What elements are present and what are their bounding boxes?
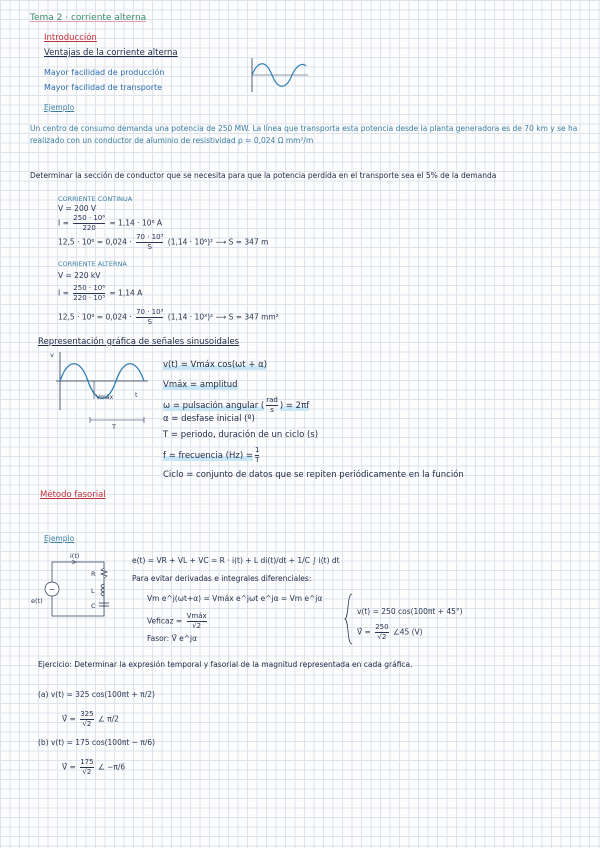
ventajas-heading: Ventajas de la corriente alterna (44, 48, 178, 58)
def-pulsacion: ω = pulsación angular ( $\frac{\text{rad}}{s}$ ) = 2πf (163, 396, 310, 414)
cc-voltage: V = 200 V (58, 204, 97, 213)
circuit-c-label: C (91, 602, 96, 610)
side-example-phasor: V⃗ = $\frac{250}{√2}$ ∠45 (V) (357, 623, 423, 641)
ca-voltage: V = 220 kV (58, 271, 101, 280)
ca-current-eq: I = $\frac{\text{250 · 10⁶}}{\text{220 · 10³}}$ = 1,14 A (58, 284, 143, 302)
brace (344, 593, 354, 645)
sinusoid-equation: v(t) = Vmáx cos(ωt + α) (163, 360, 268, 370)
ejercicio-b-eq: (b) v(t) = 175 cos(100πt − π/6) (38, 738, 156, 747)
grafica-heading: Representación gráfica de señales sinusoidales (38, 337, 240, 347)
ca-label: CORRIENTE ALTERNA (58, 260, 127, 268)
ejercicio-statement: Ejercicio: Determinar la expresión temporal y fasorial de la magnitud representada en cada gráfica. (38, 660, 413, 669)
def-desfase: α = desfase inicial (º) (163, 414, 255, 424)
def-periodo: T = periodo, duración de un ciclo (s) (163, 430, 319, 440)
cc-current-eq: I = $\frac{\text{250 · 10⁶}}{220}$ = 1,14 · 10⁶ A (58, 214, 163, 232)
rlc-circuit-diagram (38, 556, 118, 620)
def-amplitud: Vmáx = amplitud (163, 380, 238, 390)
kirchhoff-equation: e(t) = VR + VL + VC = R · i(t) + L di(t)/dt + 1/C ∫ i(t) dt (132, 556, 340, 565)
circuit-r-label: R (91, 570, 96, 578)
circuit-source-label: e(t) (31, 597, 43, 605)
eficaz-eq: Veficaz = $\frac{\text{Vmáx}}{√2}$ (147, 612, 207, 630)
ejercicio-b-phasor: V⃗ = $\frac{175}{√2}$ ∠ −π/6 (62, 758, 126, 776)
ejercicio-a-eq: (a) v(t) = 325 cos(100πt + π/2) (38, 690, 155, 699)
ca-power-eq: 12,5 · 10⁶ = 0,024 · $\frac{\text{70 · 10³}}{S}$ (1,14 · 10³)² ⟶ S = 347 mm² (58, 308, 279, 326)
svg-text:~: ~ (48, 585, 56, 594)
cc-label: CORRIENTE CONTINUA (58, 195, 133, 203)
side-example-vt: v(t) = 250 cos(100πt + 45°) (357, 607, 463, 616)
problem-statement: Un centro de consumo demanda una potencia de 250 MW. La línea que transporta esta potencia desde la planta generadora es de 70 km y se ha realizado con un conductor de aluminio de resistividad ρ = 0,024 Ω mm²/m (30, 124, 578, 145)
graph-axis-v: v (50, 351, 54, 359)
page-title: Tema 2 · corriente alterna (30, 13, 147, 23)
fasor-eq: Fasor: V⃗ e^jα (147, 634, 198, 643)
task-statement: Determinar la sección de conductor que se necesita para que la potencia perdida en el transporte sea el 5% de la demanda (30, 171, 497, 180)
cc-power-eq: 12,5 · 10⁶ = 0,024 · $\frac{\text{70 · 10³}}{S}$ (1,14 · 10⁶)² ⟶ S = 347 m (58, 233, 269, 251)
sine-wave-icon (248, 58, 308, 92)
ejercicio-a-phasor: V⃗ = $\frac{325}{√2}$ ∠ π/2 (62, 710, 119, 728)
section-heading-introduccion: Introducción (44, 33, 97, 43)
ventaja-transporte: Mayor facilidad de transporte (44, 83, 163, 92)
def-ciclo: Ciclo = conjunto de datos que se repiten periódicamente en la función (163, 470, 464, 480)
graph-vmax-label: Vmáx (96, 394, 114, 401)
phasor-note: Para evitar derivadas e integrales diferenciales: (132, 574, 312, 583)
phasor-exponential-eq: Vm e^j(ωt+α) = Vmáx e^jωt e^jα = Vm e^jα (147, 594, 323, 603)
circuit-current-label: i(t) (70, 552, 80, 560)
def-frecuencia: f = frecuencia (Hz) = $\frac{1}{T}$ (163, 446, 260, 464)
ventaja-produccion: Mayor facilidad de producción (44, 68, 165, 77)
graph-period-label: T (112, 423, 116, 431)
sinusoid-graph (50, 348, 150, 430)
ejemplo-label: Ejemplo (44, 103, 75, 112)
circuit-l-label: L (91, 587, 95, 595)
section-heading-fasorial: Método fasorial (40, 490, 106, 500)
graph-axis-t: t (135, 391, 138, 399)
ejemplo2-label: Ejemplo (44, 534, 75, 543)
